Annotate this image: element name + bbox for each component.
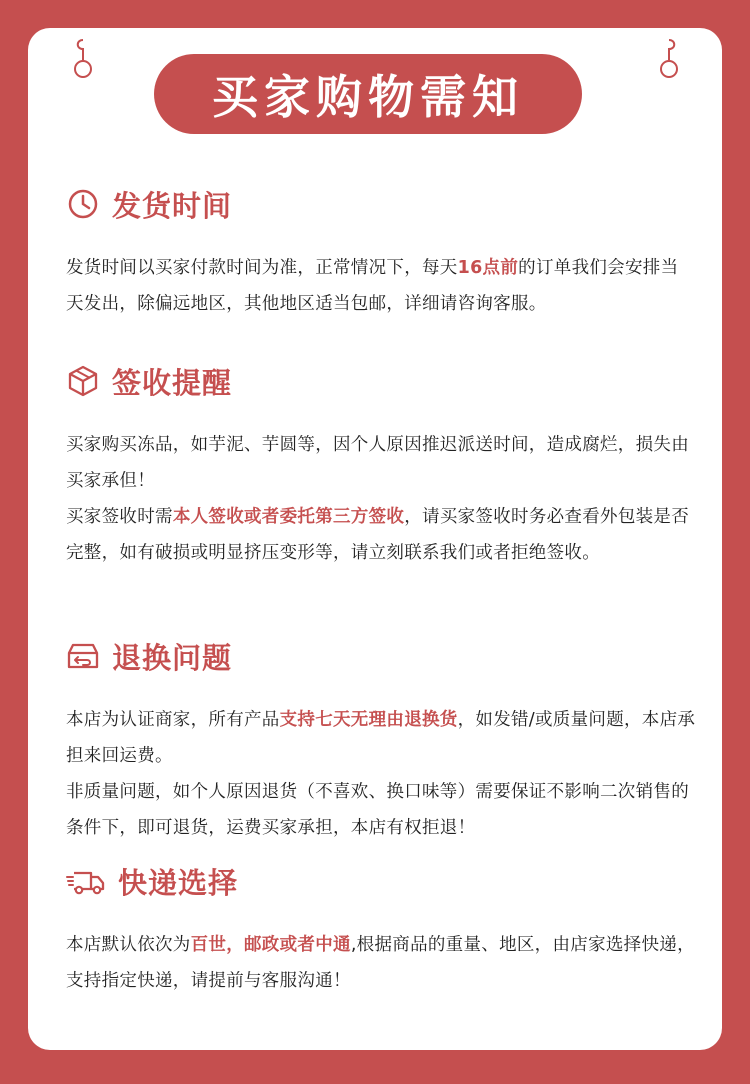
paragraph-text: ,根据商品的重量、地区，由店家选择快递，支持指定快递，请提前与客服沟通！ bbox=[66, 935, 695, 991]
section-title: 发货时间 bbox=[112, 188, 233, 223]
highlight-text: 本人签收或者委托第三方签收 bbox=[172, 507, 405, 527]
package-box-icon bbox=[66, 364, 100, 398]
paragraph bbox=[66, 250, 696, 322]
clock-icon bbox=[66, 187, 100, 221]
section-header bbox=[66, 182, 696, 226]
section-title: 签收提醒 bbox=[112, 365, 233, 400]
notice-card bbox=[28, 28, 722, 1050]
section-title: 退换问题 bbox=[112, 640, 233, 675]
section-shipping-time bbox=[66, 182, 696, 322]
paragraph-text: 本店默认依次为 bbox=[66, 935, 191, 955]
paragraph bbox=[66, 702, 696, 774]
paragraph-text: 买家签收时需 bbox=[66, 507, 173, 527]
paragraph bbox=[66, 427, 696, 499]
paragraph-text: 非质量问题，如个人原因退货（不喜欢、换口味等）需要保证不影响二次销售的条件下，即可退货，运费买家承担，本店有权拒退！ bbox=[66, 782, 689, 838]
section-header bbox=[66, 859, 696, 903]
paragraph-text: 买家购买冻品，如芋泥、芋圆等，因个人原因推迟派送时间，造成腐烂，损失由买家承但！ bbox=[66, 435, 689, 491]
delivery-truck-icon bbox=[66, 864, 106, 898]
paragraph bbox=[66, 499, 696, 571]
paragraph-text: ，如发错/或质量问题，本店承担来回运费。 bbox=[66, 710, 696, 766]
page-title: 买家购物需知 bbox=[154, 54, 582, 134]
section-header bbox=[66, 359, 696, 403]
hanging-hook-icon bbox=[72, 36, 94, 80]
paragraph-text: ，请买家签收时务必查看外包装是否完整，如有破损或明显挤压变形等，请立刻联系我们或者拒绝签收。 bbox=[66, 507, 690, 563]
section-courier-choice bbox=[66, 859, 696, 999]
return-box-icon bbox=[66, 639, 100, 673]
section-receipt-reminder bbox=[66, 359, 696, 571]
section-header bbox=[66, 634, 696, 678]
highlight-text: 16点前 bbox=[457, 258, 519, 278]
hanging-hook-icon bbox=[658, 36, 680, 80]
paragraph-text: 发货时间以买家付款时间为准，正常情况下，每天 bbox=[66, 258, 458, 278]
paragraph bbox=[66, 774, 696, 846]
highlight-text: 支持七天无理由退换货 bbox=[279, 710, 458, 730]
highlight-text: 百世，邮政或者中通 bbox=[190, 935, 351, 955]
section-returns bbox=[66, 634, 696, 846]
section-title: 快递选择 bbox=[118, 865, 239, 900]
paragraph bbox=[66, 927, 696, 999]
paragraph-text: 本店为认证商家，所有产品 bbox=[66, 710, 280, 730]
paragraph-text: 的订单我们会安排当天发出，除偏远地区，其他地区适当包邮，详细请咨询客服。 bbox=[66, 258, 679, 314]
